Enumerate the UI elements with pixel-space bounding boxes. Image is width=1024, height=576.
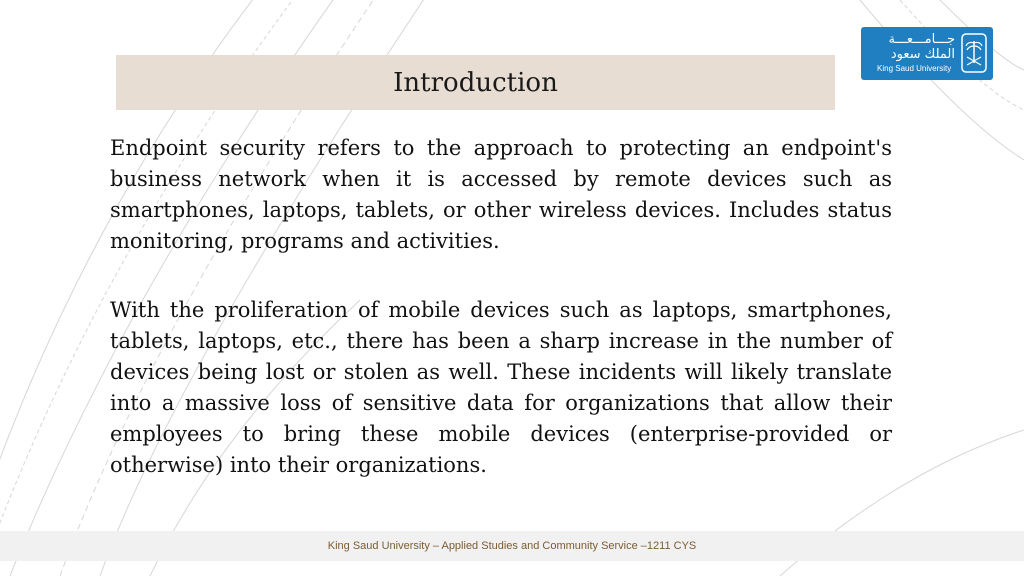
university-logo — [861, 27, 993, 80]
logo-arabic-line2: الملك سعود — [890, 47, 955, 62]
footer-bar — [0, 531, 1024, 561]
palm-emblem-icon — [961, 33, 987, 73]
paragraph-endpoint-security: Endpoint security refers to the approach to protecting an endpoint's business network when it is accessed by remote devices such as smartphones, laptops, tablets, or other wireless devices. Includes status monitoring, programs and activities. — [110, 136, 892, 253]
paragraph-mobile-proliferation: With the proliferation of mobile devices such as laptops, smartphones, tablets, laptops, etc., there has been a sharp increase in the number of devices being lost or stolen as well. These incidents will likely translate into a massive loss of sensitive data for organizations that allow their employees to bring these mobile devices (enterprise-provided or otherwise) into their organizations. — [110, 298, 892, 477]
footer-text: King Saud University – Applied Studies and Community Service –1211 CYS — [327, 540, 697, 552]
logo-arabic-line1: جـــامـــعـــة — [888, 32, 955, 47]
slide-title: Introduction — [393, 67, 558, 98]
title-bar — [116, 55, 835, 110]
logo-english-text: King Saud University — [877, 64, 952, 73]
